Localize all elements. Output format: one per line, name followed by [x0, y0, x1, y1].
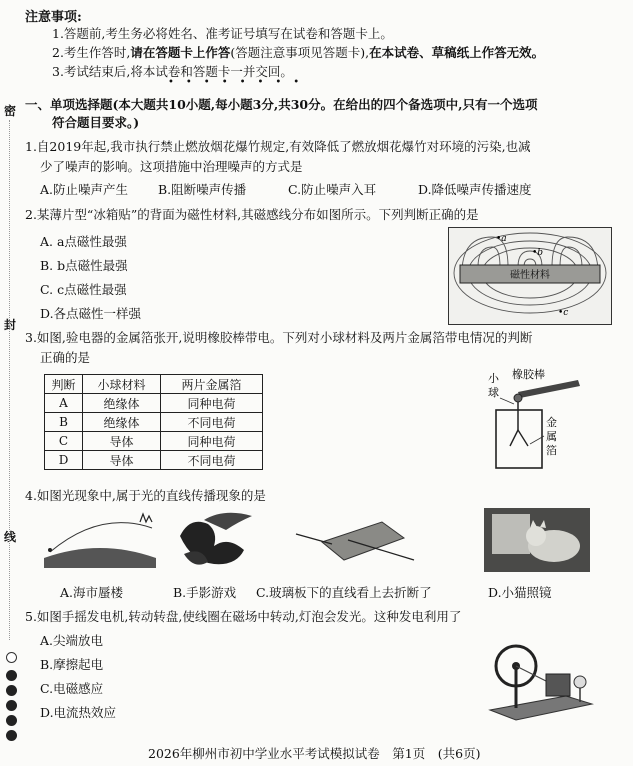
q1-option-c: C.防止噪声入耳	[288, 182, 377, 197]
glass-plate-figure	[292, 508, 418, 568]
foil-label-3: 箔	[546, 444, 557, 457]
binding-dot	[6, 670, 17, 681]
page-footer: 2026年柳州市初中学业水平考试模拟试卷 第1页 (共6页)	[148, 746, 481, 761]
q2-option-c: C. c点磁性最强	[40, 282, 127, 297]
table-cell: B	[45, 413, 83, 432]
table-cell: D	[45, 451, 83, 470]
side-mark-xian: 线	[4, 530, 17, 544]
binding-dot	[6, 700, 17, 711]
q1-option-a: A.防止噪声产生	[40, 182, 129, 197]
binding-hole	[6, 652, 17, 663]
q3-stem-line1: 3.如图,验电器的金属箔张开,说明橡胶棒带电。下列对小球材料及两片金属箔带电情况的判断	[25, 330, 533, 345]
ball-label-1: 小	[488, 372, 499, 385]
table-row	[45, 432, 263, 451]
q1-stem-line2: 少了噪声的影响。这项措施中治理噪声的方式是	[40, 159, 303, 174]
mirage-figure	[42, 510, 158, 572]
q4-option-c: C.玻璃板下的直线看上去折断了	[256, 585, 432, 600]
table-cell: 不同电荷	[161, 413, 263, 432]
table-row	[45, 451, 263, 470]
rod-label: 橡胶棒	[512, 368, 545, 381]
q4-option-b: B.手影游戏	[173, 585, 237, 600]
q5-option-b: B.摩擦起电	[40, 657, 104, 672]
q5-stem: 5.如图手摇发电机,转动转盘,使线圈在磁场中转动,灯泡会发光。这种发电利用了	[25, 609, 462, 624]
notice-title: 注意事项:	[25, 10, 82, 25]
q4-option-a: A.海市蜃楼	[60, 585, 124, 600]
hand-shadow-figure	[174, 506, 262, 574]
hand-generator-figure	[486, 632, 596, 728]
point-a-label: •a	[496, 234, 507, 244]
q1-option-b: B.阻断噪声传播	[158, 182, 247, 197]
table-cell: A	[45, 394, 83, 413]
table-cell: 不同电荷	[161, 451, 263, 470]
q4-stem: 4.如图光现象中,属于光的直线传播现象的是	[25, 488, 266, 503]
table-cell: 导体	[83, 451, 161, 470]
table-header-row	[45, 375, 263, 394]
q5-option-a: A.尖端放电	[40, 633, 104, 648]
section1-heading: 一、单项选择题(本大题共10小题,每小题3分,共30分。在给出的四个备选项中,只有一个选项	[25, 97, 538, 112]
q2-stem: 2.某薄片型“冰箱贴”的背面为磁性材料,其磁感线分布如图所示。下列判断正确的是	[25, 207, 479, 222]
table-header-cell: 两片金属箔	[161, 375, 263, 394]
table-cell: 同种电荷	[161, 432, 263, 451]
q5-option-d: D.电流热效应	[40, 705, 117, 720]
point-c-label: •c	[558, 308, 569, 318]
table-cell: 绝缘体	[83, 413, 161, 432]
q1-stem-line1: 1.自2019年起,我市执行禁止燃放烟花爆竹规定,有效降低了燃放烟花爆竹对环境的污染,也减	[25, 139, 531, 154]
table-cell: 绝缘体	[83, 394, 161, 413]
binding-dot	[6, 685, 17, 696]
foil-label-2: 属	[546, 430, 557, 443]
magnet-label: 磁性材料	[510, 270, 550, 281]
q2-option-a: A. a点磁性最强	[40, 234, 127, 249]
section1-heading-cont: 符合题目要求。)	[52, 115, 140, 130]
table-header-cell: 小球材料	[83, 375, 161, 394]
q3-stem-line2: 正确的是	[40, 350, 91, 365]
judge-table	[44, 374, 263, 470]
binding-dot	[6, 730, 17, 741]
ball-label-2: 球	[488, 386, 499, 399]
table-cell: 导体	[83, 432, 161, 451]
point-b-label: •b	[532, 248, 544, 258]
q5-option-c: C.电磁感应	[40, 681, 104, 696]
table-cell: C	[45, 432, 83, 451]
table-row	[45, 413, 263, 432]
q2-option-d: D.各点磁性一样强	[40, 306, 142, 321]
q1-option-d: D.降低噪声传播速度	[418, 182, 532, 197]
table-cell: 同种电荷	[161, 394, 263, 413]
binding-dot	[6, 715, 17, 726]
notice-item-3: 3.考试结束后,将本试卷和答题卡一并交回。	[52, 64, 293, 79]
table-header-cell: 判断	[45, 375, 83, 394]
side-mark-feng: 封	[4, 318, 17, 332]
emphasis-dots: ••••••••	[168, 77, 312, 88]
table-row	[45, 394, 263, 413]
q4-option-d: D.小猫照镜	[488, 585, 552, 600]
magnet-field-figure	[448, 227, 612, 325]
cat-mirror-figure	[484, 508, 590, 572]
foil-label-1: 金	[546, 416, 557, 429]
side-mark-mi: 密	[4, 104, 17, 118]
q2-option-b: B. b点磁性最强	[40, 258, 128, 273]
electroscope-figure	[480, 366, 600, 476]
notice-item-2: 2.考生作答时,请在答题卡上作答(答题注意事项见答题卡),在本试卷、草稿纸上作答无效。	[52, 45, 545, 60]
notice-item-1: 1.答题前,考生务必将姓名、准考证号填写在试卷和答题卡上。	[52, 26, 393, 41]
binding-line	[9, 120, 10, 640]
